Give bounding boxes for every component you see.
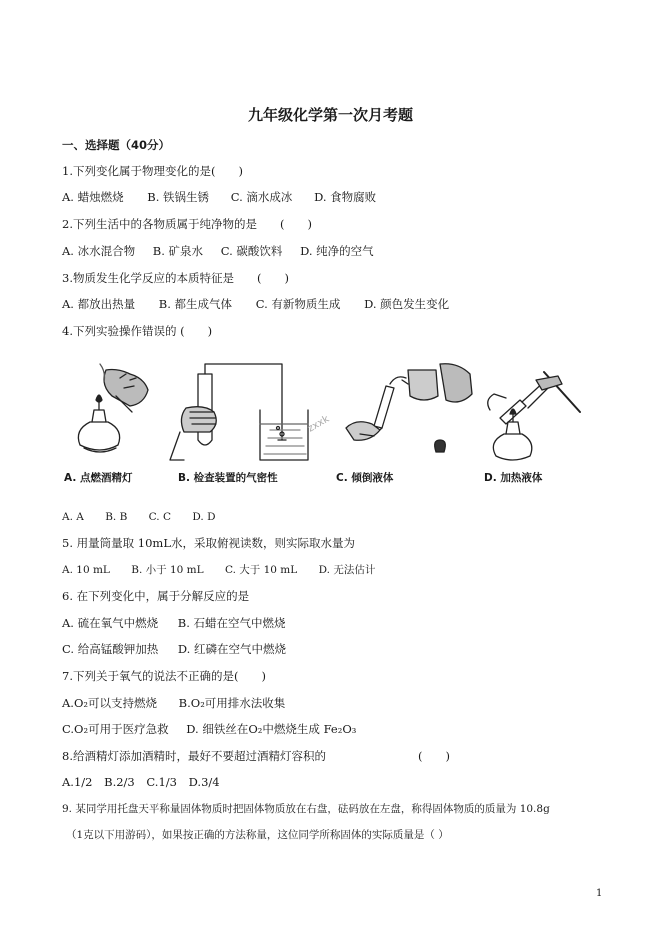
option-d: D. 颜色发生变化 [364, 297, 450, 311]
option-d: D. D [192, 511, 216, 523]
section-heading: 一、选择题（40分） [62, 138, 171, 152]
option-c: C. 滴水成冰 [230, 190, 293, 204]
option-a: A. 硫在氧气中燃烧 [62, 616, 159, 630]
question-2-stem: 2.下列生活中的各物质属于纯净物的是 ( ) [62, 217, 312, 231]
watermark-text: zxxk [306, 413, 332, 435]
question-4-options [62, 510, 216, 524]
option-c: C. 碳酸饮料 [220, 244, 283, 258]
caption-d: D. 加热液体 [484, 472, 543, 484]
option-c: C. 大于 10 mL [224, 564, 298, 576]
lab-operations-figure [60, 360, 600, 490]
option-a: A. A [62, 511, 84, 523]
page-number: 1 [596, 888, 603, 899]
option-b: B.O₂可用排水法收集 [178, 696, 286, 710]
option-b: B.2/3 [104, 775, 135, 789]
option-a: A. 都放出热量 [62, 297, 136, 311]
question-8-blank: ( ) [418, 749, 450, 763]
option-a: A.1/2 [62, 775, 93, 789]
question-6-options-row1 [62, 616, 286, 630]
option-b: B. 都生成气体 [158, 297, 233, 311]
option-d: D. 纯净的空气 [300, 244, 374, 258]
question-9-stem-line1: 9. 某同学用托盘天平称量固体物质时把固体物质放在右盘，砝码放在左盘，称得固体物质的质量为 10.8g [62, 803, 550, 815]
option-a: A. 冰水混合物 [62, 244, 136, 258]
question-8-stem: 8.给酒精灯添加酒精时，最好不要超过酒精灯容积的 [62, 749, 326, 763]
caption-b: B. 检查装置的气密性 [178, 472, 278, 484]
question-1-options [62, 190, 376, 204]
option-d: D. 食物腐败 [314, 190, 377, 204]
option-c: C.1/3 [146, 775, 177, 789]
question-6-stem: 6. 在下列变化中，属于分解反应的是 [62, 589, 250, 603]
question-9-stem-line2: （1克以下用游码），如果按正确的方法称量，这位同学所称固体的实际质量是（ ） [66, 829, 449, 841]
option-b: B. B [105, 511, 128, 523]
question-7-options-row2 [62, 722, 356, 736]
caption-a: A. 点燃酒精灯 [64, 472, 133, 484]
heating-liquid-illustration [488, 372, 580, 460]
question-1-stem: 1.下列变化属于物理变化的是( ) [62, 164, 243, 178]
option-c: C. 给高锰酸钾加热 [62, 642, 159, 656]
option-d: D. 红磷在空气中燃烧 [177, 642, 286, 656]
option-a: A.O₂可以支持燃烧 [62, 696, 157, 710]
option-d: D.3/4 [188, 775, 220, 789]
option-c: C. C [148, 511, 172, 523]
caption-c: C. 倾倒液体 [336, 472, 394, 484]
question-4-stem: 4.下列实验操作错误的 ( ) [62, 324, 213, 338]
question-3-stem: 3.物质发生化学反应的本质特征是 ( ) [62, 271, 289, 285]
option-c: C.O₂可用于医疗急救 [62, 722, 169, 736]
alcohol-lamp-illustration [78, 364, 148, 452]
option-b: B. 小于 10 mL [131, 564, 204, 576]
question-8-options [62, 775, 220, 789]
question-3-options [62, 297, 449, 311]
question-6-options-row2 [62, 642, 286, 656]
pouring-liquid-illustration [346, 364, 472, 452]
option-b: B. 矿泉水 [152, 244, 204, 258]
question-2-options [62, 244, 374, 258]
airtightness-check-illustration [170, 364, 308, 460]
question-5-options [62, 563, 375, 577]
option-b: B. 铁锅生锈 [147, 190, 210, 204]
option-c: C. 有新物质生成 [255, 297, 341, 311]
option-d: D. 细铁丝在O₂中燃烧生成 Fe₂O₃ [186, 722, 357, 736]
option-a: A. 蜡烛燃烧 [62, 190, 124, 204]
question-7-stem: 7.下列关于氧气的说法不正确的是( ) [62, 669, 266, 683]
option-a: A. 10 mL [62, 564, 110, 576]
option-d: D. 无法估计 [318, 564, 376, 576]
question-5-stem: 5. 用量筒量取 10mL水，采取俯视读数，则实际取水量为 [62, 536, 355, 550]
option-b: B. 石蜡在空气中燃烧 [177, 616, 286, 630]
question-7-options-row1 [62, 696, 285, 710]
page-title: 九年级化学第一次月考题 [247, 106, 413, 124]
